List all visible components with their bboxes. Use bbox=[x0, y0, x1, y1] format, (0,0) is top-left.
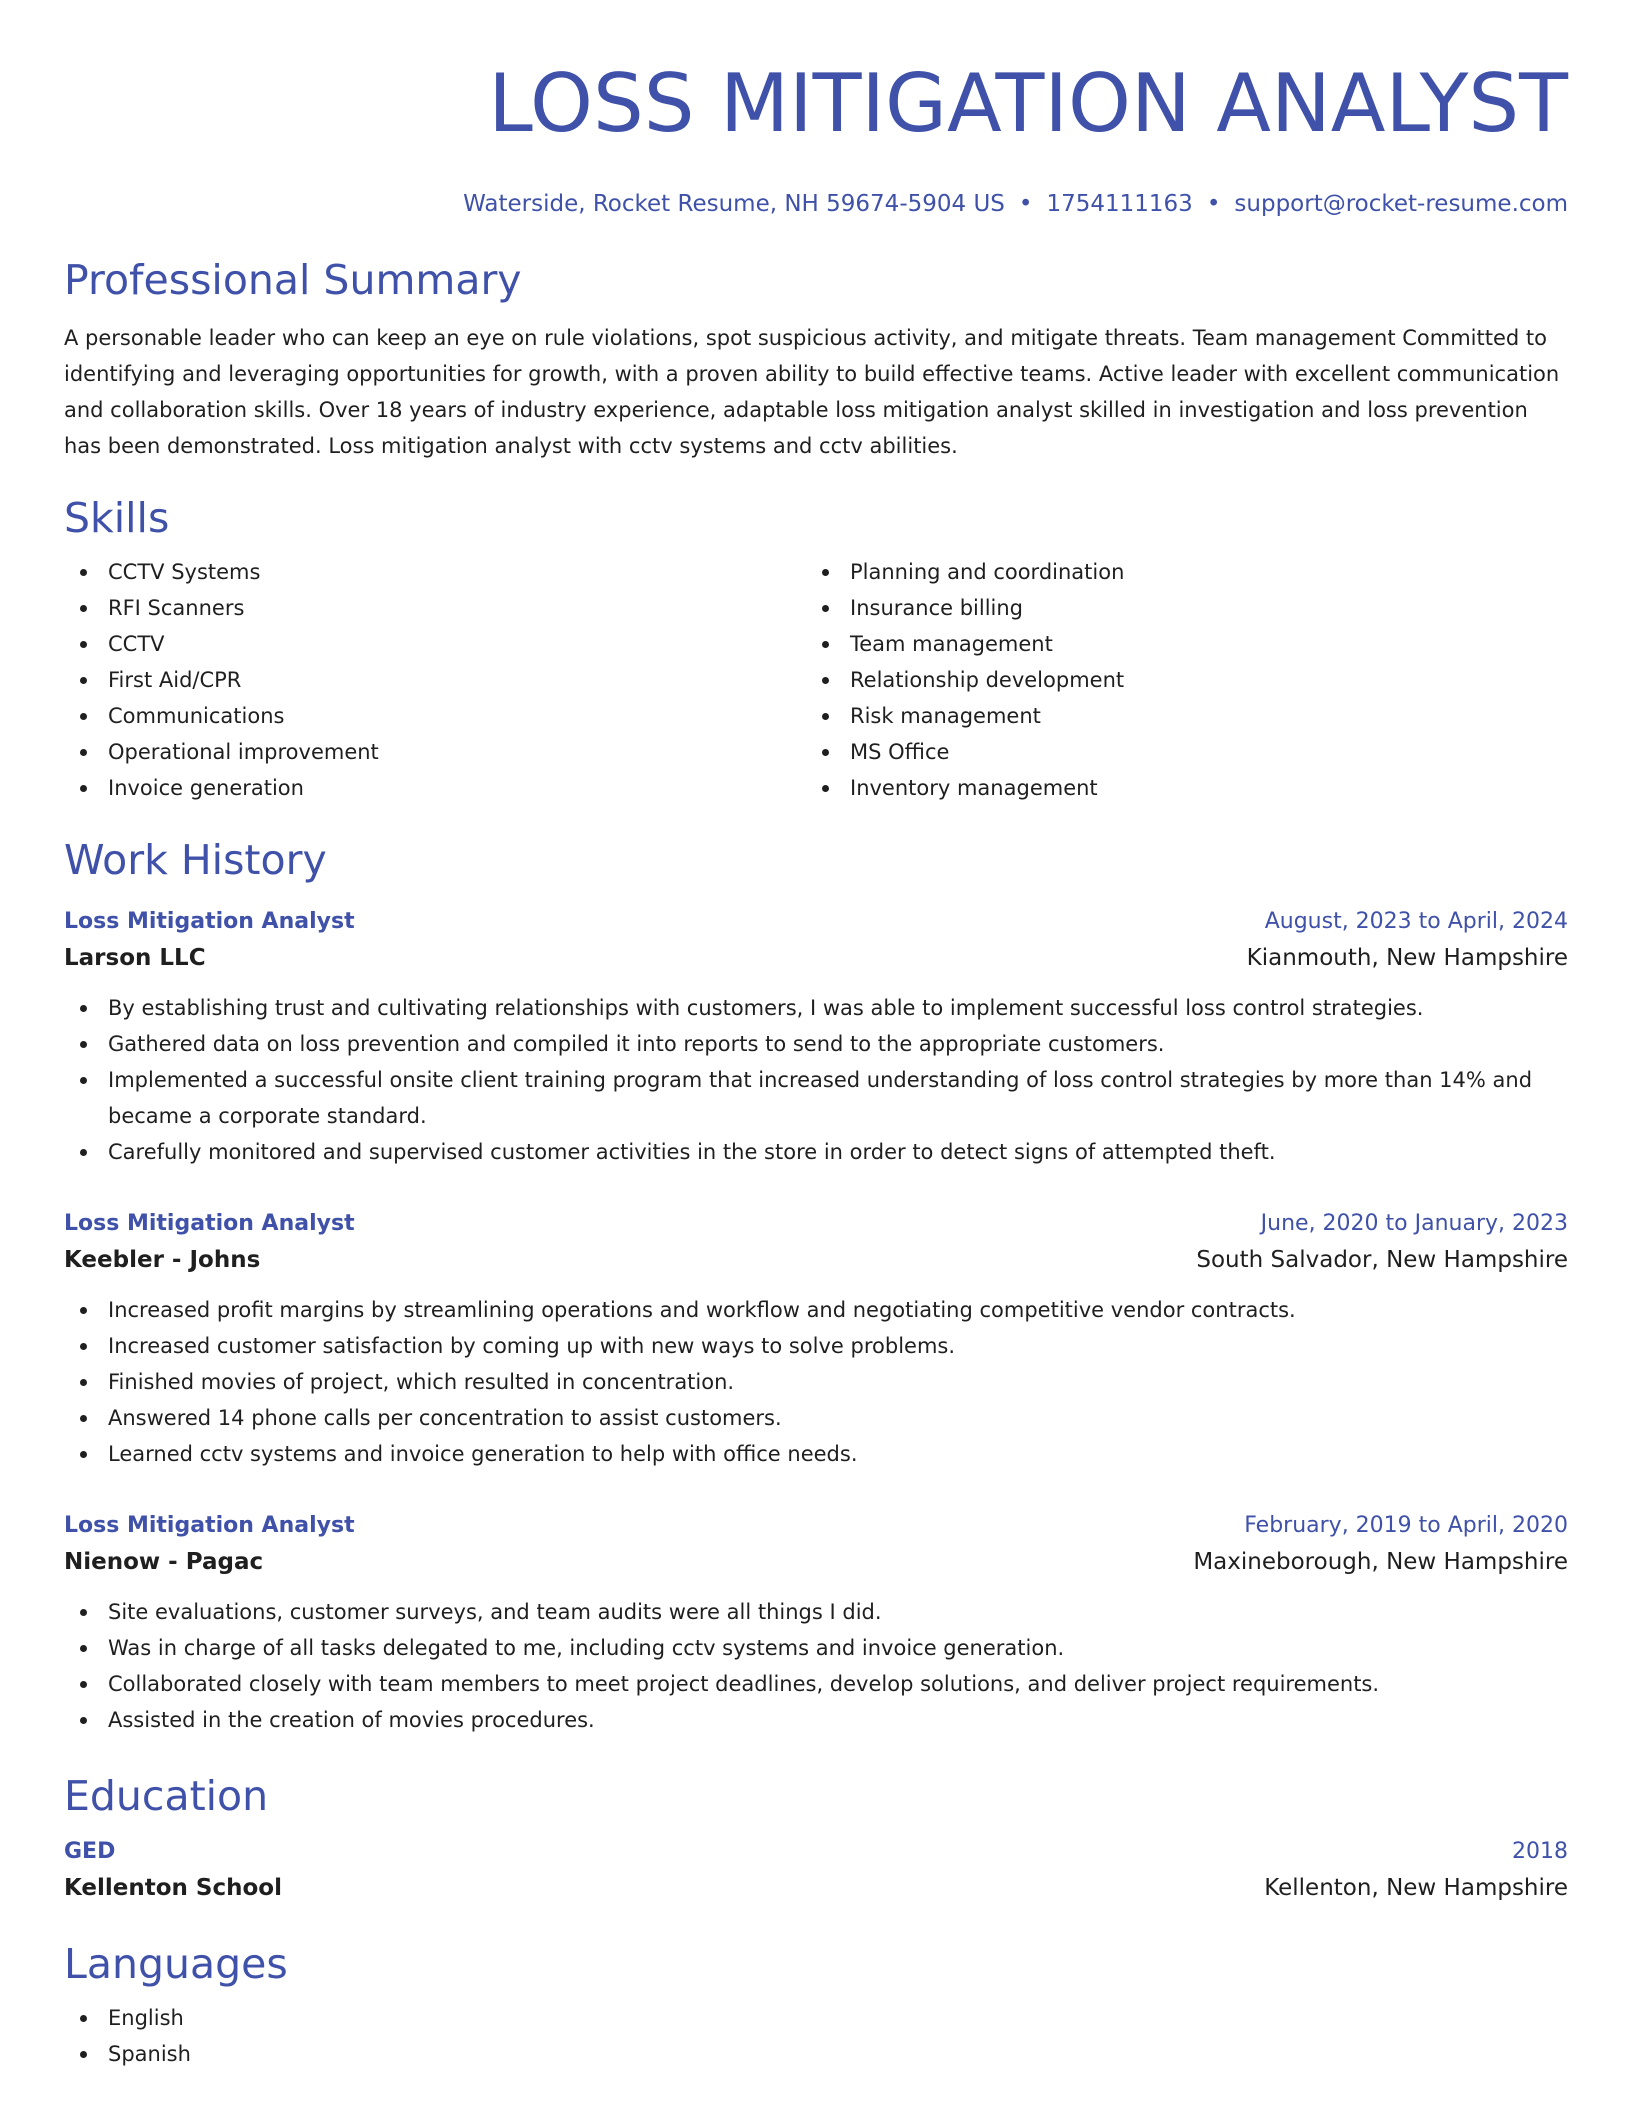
job-bullet: Gathered data on loss prevention and compiled it into reports to send to the appropriate customers. bbox=[64, 1026, 1568, 1062]
skill-item: Communications bbox=[64, 698, 806, 734]
job-title: Loss Mitigation Analyst bbox=[64, 1513, 355, 1538]
job-company-row bbox=[64, 1242, 1568, 1278]
languages-list bbox=[64, 2000, 1568, 2072]
contact-address: Waterside, Rocket Resume, NH 59674-5904 US bbox=[463, 191, 1005, 217]
skill-item: Team management bbox=[806, 626, 1548, 662]
contact-separator: • bbox=[1206, 191, 1221, 217]
skill-item: First Aid/CPR bbox=[64, 662, 806, 698]
job-title-row bbox=[64, 1508, 1568, 1544]
job-bullet: Was in charge of all tasks delegated to me, including cctv systems and invoice generation. bbox=[64, 1630, 1568, 1666]
job-title: Loss Mitigation Analyst bbox=[64, 909, 355, 934]
education-degree-row bbox=[64, 1834, 1568, 1870]
skill-item: Relationship development bbox=[806, 662, 1548, 698]
skill-item: Invoice generation bbox=[64, 770, 806, 806]
resume-title: LOSS MITIGATION ANALYST bbox=[488, 57, 1568, 150]
job-bullet: Finished movies of project, which resulted in concentration. bbox=[64, 1364, 1568, 1400]
skills-heading: Skills bbox=[64, 494, 170, 542]
job-bullet: Site evaluations, customer surveys, and team audits were all things I did. bbox=[64, 1594, 1568, 1630]
job-company: Nienow - Pagac bbox=[64, 1549, 264, 1575]
summary-heading: Professional Summary bbox=[64, 256, 522, 304]
work-history-heading: Work History bbox=[64, 836, 327, 884]
language-item: English bbox=[64, 2000, 1568, 2036]
job-title-row bbox=[64, 1206, 1568, 1242]
job-location: Maxineborough, New Hampshire bbox=[1193, 1549, 1568, 1575]
skills-right-list bbox=[806, 554, 1548, 806]
education-degree: GED bbox=[64, 1839, 116, 1864]
education-entry bbox=[64, 1834, 1568, 1906]
job-company-row bbox=[64, 1544, 1568, 1580]
contact-line bbox=[64, 188, 1568, 220]
job-dates: August, 2023 to April, 2024 bbox=[1264, 909, 1568, 934]
resume-header bbox=[64, 50, 1568, 220]
skill-item: Planning and coordination bbox=[806, 554, 1548, 590]
job-company-row bbox=[64, 940, 1568, 976]
education-year: 2018 bbox=[1512, 1839, 1568, 1864]
skills-columns bbox=[64, 554, 1568, 806]
summary-text: A personable leader who can keep an eye on rule violations, spot suspicious activity, and mitigate threats. Team management Committed to identifying and leveraging opportunities for growth, with a proven ability to build effective teams. Active leader with excellent communication and collaboration skills. Over 18 years of industry experience, adaptable loss mitigation analyst skilled in investigation and loss prevention has been demonstrated. Loss mitigation analyst with cctv systems and cctv abilities. bbox=[64, 326, 1560, 458]
job-bullet: Learned cctv systems and invoice generation to help with office needs. bbox=[64, 1436, 1568, 1472]
job-title-row bbox=[64, 904, 1568, 940]
job-entry bbox=[64, 904, 1568, 1170]
skill-item: Inventory management bbox=[806, 770, 1548, 806]
job-bullet: Assisted in the creation of movies procedures. bbox=[64, 1702, 1568, 1738]
skill-item: CCTV Systems bbox=[64, 554, 806, 590]
education-heading: Education bbox=[64, 1772, 269, 1820]
job-entry bbox=[64, 1508, 1568, 1738]
job-bullets bbox=[64, 1292, 1568, 1472]
job-entry bbox=[64, 1206, 1568, 1472]
skill-item: RFI Scanners bbox=[64, 590, 806, 626]
contact-separator: • bbox=[1018, 191, 1033, 217]
job-title: Loss Mitigation Analyst bbox=[64, 1211, 355, 1236]
education-school-row bbox=[64, 1870, 1568, 1906]
job-company: Keebler - Johns bbox=[64, 1247, 261, 1273]
job-bullets bbox=[64, 1594, 1568, 1738]
job-bullet: Increased profit margins by streamlining operations and workflow and negotiating competitive vendor contracts. bbox=[64, 1292, 1568, 1328]
skill-item: CCTV bbox=[64, 626, 806, 662]
job-bullet: Carefully monitored and supervised customer activities in the store in order to detect signs of attempted theft. bbox=[64, 1134, 1568, 1170]
skill-item: MS Office bbox=[806, 734, 1548, 770]
job-bullets bbox=[64, 990, 1568, 1170]
job-bullet: Answered 14 phone calls per concentration to assist customers. bbox=[64, 1400, 1568, 1436]
job-bullet: By establishing trust and cultivating relationships with customers, I was able to implement successful loss control strategies. bbox=[64, 990, 1568, 1026]
skill-item: Insurance billing bbox=[806, 590, 1548, 626]
job-company: Larson LLC bbox=[64, 945, 206, 971]
job-bullet: Collaborated closely with team members to meet project deadlines, develop solutions, and deliver project requirements. bbox=[64, 1666, 1568, 1702]
contact-email: support@rocket-resume.com bbox=[1234, 191, 1568, 217]
education-location: Kellenton, New Hampshire bbox=[1264, 1875, 1568, 1901]
skill-item: Operational improvement bbox=[64, 734, 806, 770]
job-location: Kianmouth, New Hampshire bbox=[1246, 945, 1568, 971]
skills-left-list bbox=[64, 554, 806, 806]
language-item: Spanish bbox=[64, 2036, 1568, 2072]
job-dates: June, 2020 to January, 2023 bbox=[1260, 1211, 1568, 1236]
job-location: South Salvador, New Hampshire bbox=[1196, 1247, 1568, 1273]
job-dates: February, 2019 to April, 2020 bbox=[1244, 1513, 1568, 1538]
job-bullet: Implemented a successful onsite client training program that increased understanding of loss control strategies by more than 14% and became a corporate standard. bbox=[64, 1062, 1568, 1134]
skill-item: Risk management bbox=[806, 698, 1548, 734]
languages-heading: Languages bbox=[64, 1940, 288, 1988]
education-school: Kellenton School bbox=[64, 1875, 282, 1901]
contact-phone: 1754111163 bbox=[1046, 191, 1193, 217]
job-bullet: Increased customer satisfaction by coming up with new ways to solve problems. bbox=[64, 1328, 1568, 1364]
